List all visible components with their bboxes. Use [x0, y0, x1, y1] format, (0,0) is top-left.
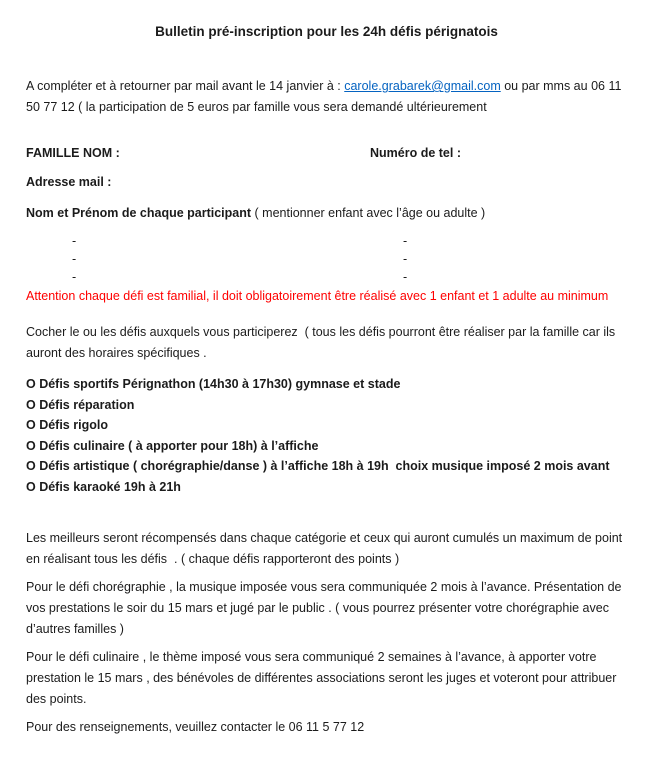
choreography-paragraph: Pour le défi chorégraphie , la musique imposée vous sera communiquée 2 mois à l’avance. Présentation de vos prestations le soir du 15 mars et jugé par le public . ( vous pourrez présenter votre chorégraphie avec d’autres familles ) — [26, 580, 625, 636]
rewards-paragraph: Les meilleurs seront récompensés dans chaque catégorie et ceux qui auront cumulés un maximum de point en réalisant tous les défis . ( chaque défis rapporteront des points ) — [26, 531, 626, 566]
instructions-paragraph: Cocher le ou les défis auxquels vous participerez ( tous les défis pourront être réaliser par la famille car ils auront des horaires spécifiques . — [26, 325, 619, 360]
culinary-paragraph: Pour le défi culinaire , le thème imposé vous sera communiqué 2 semaines à l’avance, à apporter votre prestation le 15 mars , des bénévoles de différentes associations seront les juges et voteront pour attribuer des points. — [26, 650, 620, 706]
intro-paragraph — [26, 76, 627, 118]
phone-label: Numéro de tel : — [370, 146, 461, 160]
warning-text: Attention chaque défi est familial, il doit obligatoirement être réalisé avec 1 enfant et 1 adulte au minimum — [26, 289, 609, 303]
participant-dash: - — [403, 252, 408, 266]
intro-text-before-link: A compléter et à retourner par mail avant le 14 janvier à : — [26, 79, 345, 93]
defi-option-sportifs: O Défis sportifs Pérignathon (14h30 à 17h30) gymnase et stade — [26, 377, 401, 391]
defi-option-reparation: O Défis réparation — [26, 397, 135, 412]
participant-dash: - — [72, 252, 77, 266]
defi-option-artistique: O Défis artistique ( chorégraphie/danse ) à l’affiche 18h à 19h choix musique imposé 2 mois avant — [26, 459, 610, 473]
participant-dash-row — [26, 268, 627, 286]
defi-option-rigolo: O Défis rigolo — [26, 418, 108, 432]
participants-label-bold: Nom et Prénom de chaque participant — [26, 206, 252, 220]
participant-dash: - — [72, 234, 77, 248]
participant-dash-row — [26, 232, 627, 250]
defis-list — [26, 374, 627, 497]
defi-option-karaoke: O Défis karaoké 19h à 21h — [26, 479, 181, 494]
participants-label-note: ( mentionner enfant avec l’âge ou adulte ) — [251, 206, 486, 220]
email-link[interactable]: carole.grabarek@gmail.com — [344, 79, 501, 93]
document-title: Bulletin pré-inscription pour les 24h défis pérignatois — [155, 24, 498, 39]
participant-dash: - — [403, 270, 408, 284]
defi-option-culinaire: O Défis culinaire ( à apporter pour 18h) à l’affiche — [26, 438, 319, 453]
participant-dash-row — [26, 250, 627, 268]
email-address-label: Adresse mail : — [26, 175, 112, 189]
family-and-phone-row — [26, 143, 627, 164]
participant-lines — [26, 232, 627, 286]
participant-dash: - — [403, 234, 408, 248]
participant-dash: - — [72, 270, 77, 284]
family-name-label: FAMILLE NOM : — [26, 146, 120, 160]
participants-label — [26, 203, 627, 224]
intro-text-after-link: ou par mms au 06 11 50 77 12 ( la participation de 5 euros par famille vous sera demandé ultérieurement — [26, 79, 625, 114]
contact-paragraph: Pour des renseignements, veuillez contacter le 06 11 5 77 12 — [26, 720, 365, 734]
